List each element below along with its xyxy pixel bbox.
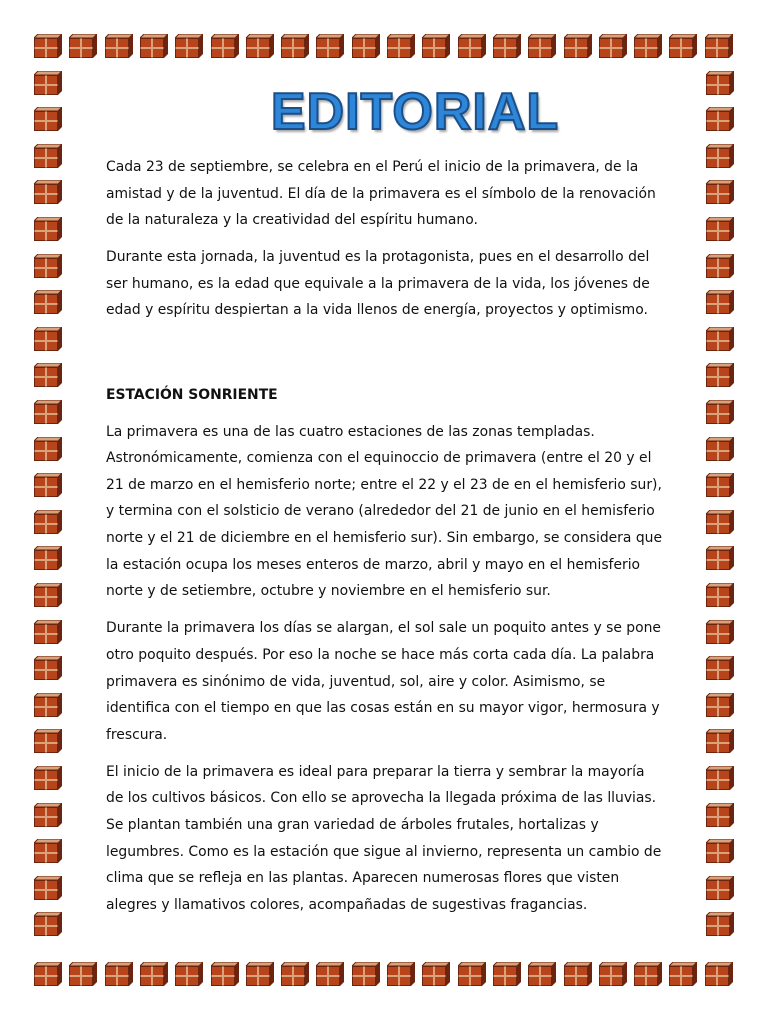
brick-icon [34,766,62,790]
brick-icon [175,34,203,58]
brick-icon [706,620,734,644]
brick-icon [706,473,734,497]
brick-icon [493,34,521,58]
brick-icon [34,510,62,534]
intro-paragraph-1: Cada 23 de septiembre, se celebra en el Perú el inicio de la primavera, de la amistad y de la juventud. El día de la primavera es el símbolo de la renovación de la naturaleza y la creatividad del espíritu humano. [106,159,656,229]
section-paragraph-3: El inicio de la primavera es ideal para preparar la tierra y sembrar la mayoría de los cultivos básicos. Con ello se aprovecha la llegada próxima de las lluvias. Se plantan también una gran variedad de árboles frutales, hortalizas y legumbres. Como es la estación que sigue al invierno, representa un cambio de clima que se refleja en las plantas. Aparecen numerosas flores que visten alegres y llamativos colores, acompañadas de sugestivas fragancias. [106,763,662,913]
brick-icon [34,180,62,204]
brick-icon [706,693,734,717]
brick-icon [422,962,450,986]
section-paragraph-2: Durante la primavera los días se alargan, el sol sale un poquito antes y se pone otro poquito después. Por eso la noche se hace más corta cada día. La palabra primavera es sinónimo de vida, juventud, sol, aire y color. Asimismo, se identifica con el tiempo en que las cosas están en su mayor vigor, hermosura y frescura. [106,620,661,743]
brick-icon [34,437,62,461]
brick-icon [34,962,62,986]
brick-icon [69,34,97,58]
brick-icon [706,766,734,790]
brick-icon [706,839,734,863]
brick-icon [34,620,62,644]
brick-icon [458,34,486,58]
brick-icon [705,962,733,986]
brick-icon [706,290,734,314]
brick-icon [564,962,592,986]
brick-icon [34,876,62,900]
brick-icon [34,839,62,863]
brick-icon [352,34,380,58]
brick-icon [34,656,62,680]
brick-icon [34,34,62,58]
brick-icon [246,962,274,986]
brick-icon [352,962,380,986]
brick-icon [140,34,168,58]
brick-icon [34,803,62,827]
brick-icon [34,217,62,241]
brick-icon [211,962,239,986]
brick-icon [211,34,239,58]
brick-icon [706,546,734,570]
section-spacer [106,335,666,382]
section-paragraph-1: La primavera es una de las cuatro estaciones de las zonas templadas. Astronómicamente, comienza con el equinoccio de primavera (entre el 20 y el 21 de marzo en el hemisferio norte; entre el 22 y el 23 de en el hemisferio sur), y termina con el solsticio de verano (alrededor del 21 de junio en el hemisferio norte y el 21 de diciembre en el hemisferio sur). Sin embargo, se considera que la estación ocupa los meses enteros de marzo, abril y mayo en el hemisferio norte y de setiembre, octubre y noviembre en el hemisferio sur. [106,423,662,600]
brick-icon [34,363,62,387]
brick-icon [281,962,309,986]
brick-icon [105,962,133,986]
brick-icon [564,34,592,58]
brick-icon [706,729,734,753]
brick-icon [706,144,734,168]
brick-icon [34,546,62,570]
page-title: EDITORIAL [270,83,560,141]
brick-icon [706,254,734,278]
brick-icon [34,693,62,717]
brick-icon [528,34,556,58]
brick-icon [706,803,734,827]
brick-icon [634,962,662,986]
brick-icon [387,962,415,986]
brick-icon [706,583,734,607]
brick-icon [281,34,309,58]
brick-icon [140,962,168,986]
article-body [106,154,666,929]
brick-icon [706,510,734,534]
brick-icon [34,290,62,314]
brick-icon [706,180,734,204]
brick-icon [706,876,734,900]
brick-icon [69,962,97,986]
brick-icon [706,363,734,387]
brick-icon [387,34,415,58]
brick-icon [34,729,62,753]
brick-icon [706,327,734,351]
brick-icon [458,962,486,986]
brick-icon [528,962,556,986]
brick-icon [316,962,344,986]
brick-icon [706,437,734,461]
brick-icon [175,962,203,986]
intro-paragraph-2: Durante esta jornada, la juventud es la protagonista, pues en el desarrollo del ser humano, es la edad que equivale a la primavera de la vida, los jóvenes de edad y espíritu despiertan a la vida llenos de energía, proyectos y optimismo. [106,249,650,319]
brick-icon [599,962,627,986]
brick-icon [34,473,62,497]
title-area [0,82,768,142]
brick-icon [706,400,734,424]
brick-icon [422,34,450,58]
brick-icon [669,34,697,58]
brick-icon [34,583,62,607]
brick-icon [34,912,62,936]
brick-icon [705,34,733,58]
section-heading: ESTACIÓN SONRIENTE [106,386,278,403]
brick-icon [706,217,734,241]
brick-icon [246,34,274,58]
brick-icon [316,34,344,58]
brick-icon [34,400,62,424]
brick-icon [34,254,62,278]
brick-icon [706,656,734,680]
brick-icon [706,912,734,936]
brick-icon [634,34,662,58]
brick-icon [34,327,62,351]
brick-icon [669,962,697,986]
brick-icon [34,144,62,168]
brick-icon [599,34,627,58]
brick-icon [493,962,521,986]
brick-icon [105,34,133,58]
